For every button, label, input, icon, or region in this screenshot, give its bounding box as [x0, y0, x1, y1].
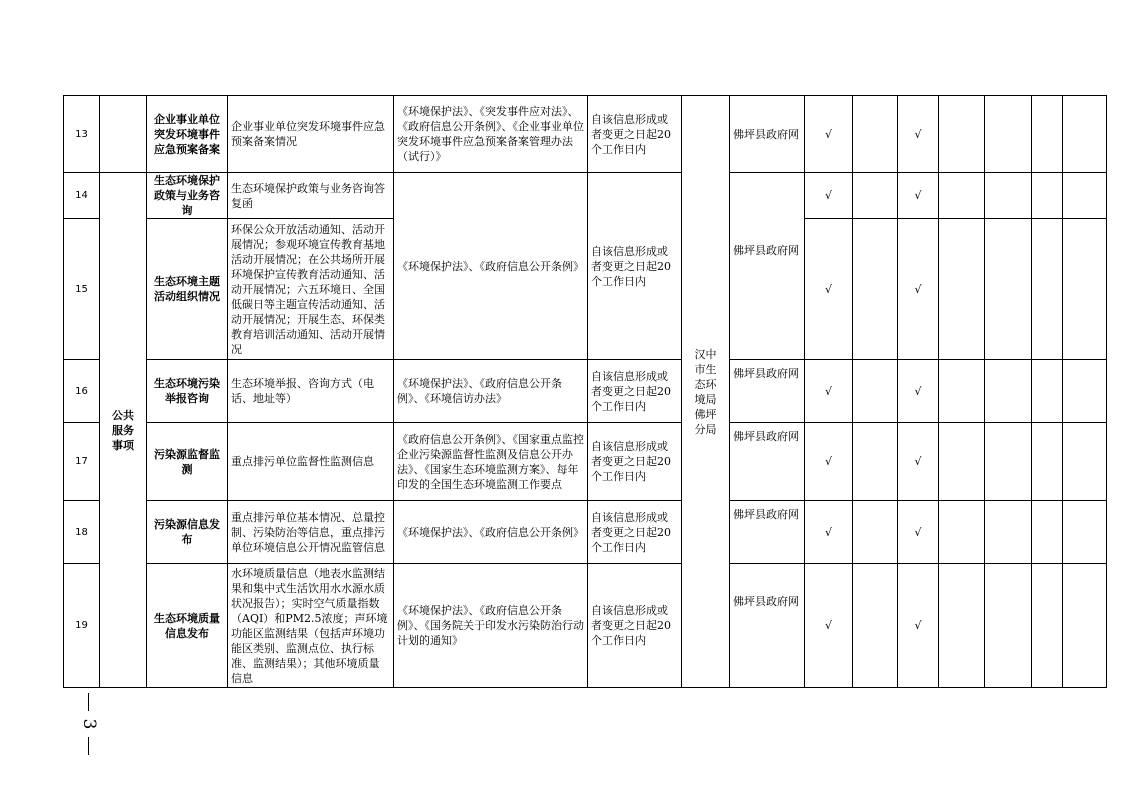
- legal-basis: 《环境保护法》、《政府信息公开条例》: [394, 173, 588, 360]
- disclosure-channel: 佛坪县政府网: [730, 360, 805, 423]
- row-number: 13: [64, 96, 100, 173]
- row-number: 17: [64, 423, 100, 501]
- empty-cell: [1063, 564, 1107, 688]
- empty-cell: [853, 501, 898, 564]
- item-content: 生态环境保护政策与业务咨询答复函: [228, 173, 394, 219]
- disclosure-time: 自该信息形成或者变更之日起20个工作日内: [588, 423, 682, 501]
- row-number: 18: [64, 501, 100, 564]
- category-label: 公共服务事项: [100, 173, 147, 688]
- empty-cell: [939, 564, 985, 688]
- empty-cell: [1032, 96, 1063, 173]
- empty-cell: [1063, 173, 1107, 219]
- item-name: 生态环境主题活动组织情况: [147, 219, 228, 360]
- check-mark: √: [898, 96, 939, 173]
- check-mark: √: [898, 423, 939, 501]
- empty-cell: [1032, 423, 1063, 501]
- check-mark: √: [898, 564, 939, 688]
- empty-cell: [939, 360, 985, 423]
- item-name: 生态环境污染举报咨询: [147, 360, 228, 423]
- disclosure-time: 自该信息形成或者变更之日起20个工作日内: [588, 360, 682, 423]
- legal-basis: 《环境保护法》、《政府信息公开条例》: [394, 501, 588, 564]
- disclosure-time: 自该信息形成或者变更之日起20个工作日内: [588, 96, 682, 173]
- page-number-marker: [79, 693, 106, 757]
- table-row: [64, 173, 1107, 219]
- item-content: 企业事业单位突发环境事件应急预案备案情况: [228, 96, 394, 173]
- check-mark: √: [805, 360, 853, 423]
- disclosure-time: 自该信息形成或者变更之日起20个工作日内: [588, 501, 682, 564]
- page-mark-bar-bottom: [88, 737, 89, 755]
- empty-cell: [985, 173, 1032, 219]
- check-mark: √: [805, 501, 853, 564]
- item-name: 污染源监督监测: [147, 423, 228, 501]
- disclosure-channel: 佛坪县政府网: [730, 564, 805, 688]
- check-mark: √: [805, 96, 853, 173]
- empty-cell: [853, 423, 898, 501]
- empty-cell: [939, 96, 985, 173]
- table-row: [64, 564, 1107, 688]
- empty-cell: [853, 96, 898, 173]
- item-content: 环保公众开放活动通知、活动开展情况；参观环境宣传教育基地活动开展情况；在公共场所开展环境保护宣传教育活动通知、活动开展情况；六五环境日、全国低碳日等主题宣传活动通知、活动开展情况；开展生态、环保类教育培训活动通知、活动开展情况: [228, 219, 394, 360]
- empty-cell: [1032, 564, 1063, 688]
- check-mark: √: [898, 219, 939, 360]
- empty-cell: [985, 564, 1032, 688]
- disclosure-channel: 佛坪县政府网: [730, 423, 805, 501]
- empty-cell: [985, 501, 1032, 564]
- item-name: 生态环境质量信息发布: [147, 564, 228, 688]
- row-number: 19: [64, 564, 100, 688]
- empty-cell: [1063, 219, 1107, 360]
- empty-cell: [1032, 360, 1063, 423]
- item-name: 企业事业单位突发环境事件应急预案备案: [147, 96, 228, 173]
- disclosure-time: 自该信息形成或者变更之日起20个工作日内: [588, 173, 682, 360]
- check-mark: √: [805, 173, 853, 219]
- empty-cell: [939, 173, 985, 219]
- item-content: 水环境质量信息（地表水监测结果和集中式生活饮用水水源水质状况报告）；实时空气质量指数（AQI）和PM2.5浓度；声环境功能区监测结果（包括声环境功能区类别、监测点位、执行标准、监测结果）；其他环境质量信息: [228, 564, 394, 688]
- empty-cell: [1063, 96, 1107, 173]
- row-number: 16: [64, 360, 100, 423]
- responsible-department: 汉中市生态环境局佛坪分局: [682, 96, 730, 688]
- empty-cell: [853, 173, 898, 219]
- disclosure-time: 自该信息形成或者变更之日起20个工作日内: [588, 564, 682, 688]
- check-mark: √: [805, 564, 853, 688]
- legal-basis: 《政府信息公开条例》、《国家重点监控企业污染源监督性监测及信息公开办法》、《国家生态环境监测方案》、每年印发的全国生态环境监测工作要点: [394, 423, 588, 501]
- empty-cell: [1063, 360, 1107, 423]
- empty-cell: [985, 219, 1032, 360]
- empty-cell: [939, 219, 985, 360]
- empty-cell: [1063, 501, 1107, 564]
- table-row: [64, 96, 1107, 173]
- check-mark: √: [805, 423, 853, 501]
- empty-cell: [853, 360, 898, 423]
- table-row: [64, 501, 1107, 564]
- item-content: 重点排污单位监督性监测信息: [228, 423, 394, 501]
- table-row: [64, 423, 1107, 501]
- empty-cell: [985, 360, 1032, 423]
- check-mark: √: [898, 360, 939, 423]
- check-mark: √: [805, 219, 853, 360]
- item-content: 重点排污单位基本情况、总量控制、污染防治等信息，重点排污单位环境信息公开情况监管信息: [228, 501, 394, 564]
- empty-cell: [1063, 423, 1107, 501]
- disclosure-table: [63, 95, 1107, 688]
- legal-basis: 《环境保护法》、《政府信息公开条例》、《环境信访办法》: [394, 360, 588, 423]
- empty-cell: [985, 423, 1032, 501]
- disclosure-channel: 佛坪县政府网: [730, 96, 805, 173]
- check-mark: √: [898, 501, 939, 564]
- empty-cell: [939, 423, 985, 501]
- empty-cell: [1032, 501, 1063, 564]
- empty-cell: [853, 564, 898, 688]
- item-content: 生态环境举报、咨询方式（电话、地址等）: [228, 360, 394, 423]
- empty-cell: [1032, 173, 1063, 219]
- check-mark: √: [898, 173, 939, 219]
- item-name: 生态环境保护政策与业务咨询: [147, 173, 228, 219]
- page-mark-bar-top: [88, 693, 89, 711]
- empty-cell: [1032, 219, 1063, 360]
- disclosure-channel: 佛坪县政府网: [730, 501, 805, 564]
- empty-cell: [853, 219, 898, 360]
- page-number: 3: [79, 718, 99, 730]
- category-cell-empty: [100, 96, 147, 173]
- table-row: [64, 360, 1107, 423]
- empty-cell: [985, 96, 1032, 173]
- row-number: 14: [64, 173, 100, 219]
- disclosure-channel: 佛坪县政府网: [730, 173, 805, 360]
- row-number: 15: [64, 219, 100, 360]
- item-name: 污染源信息发布: [147, 501, 228, 564]
- legal-basis: 《环境保护法》、《政府信息公开条例》、《国务院关于印发水污染防治行动计划的通知》: [394, 564, 588, 688]
- empty-cell: [939, 501, 985, 564]
- legal-basis: 《环境保护法》、《突发事件应对法》、《政府信息公开条例》、《企业事业单位突发环境事件应急预案备案管理办法（试行）》: [394, 96, 588, 173]
